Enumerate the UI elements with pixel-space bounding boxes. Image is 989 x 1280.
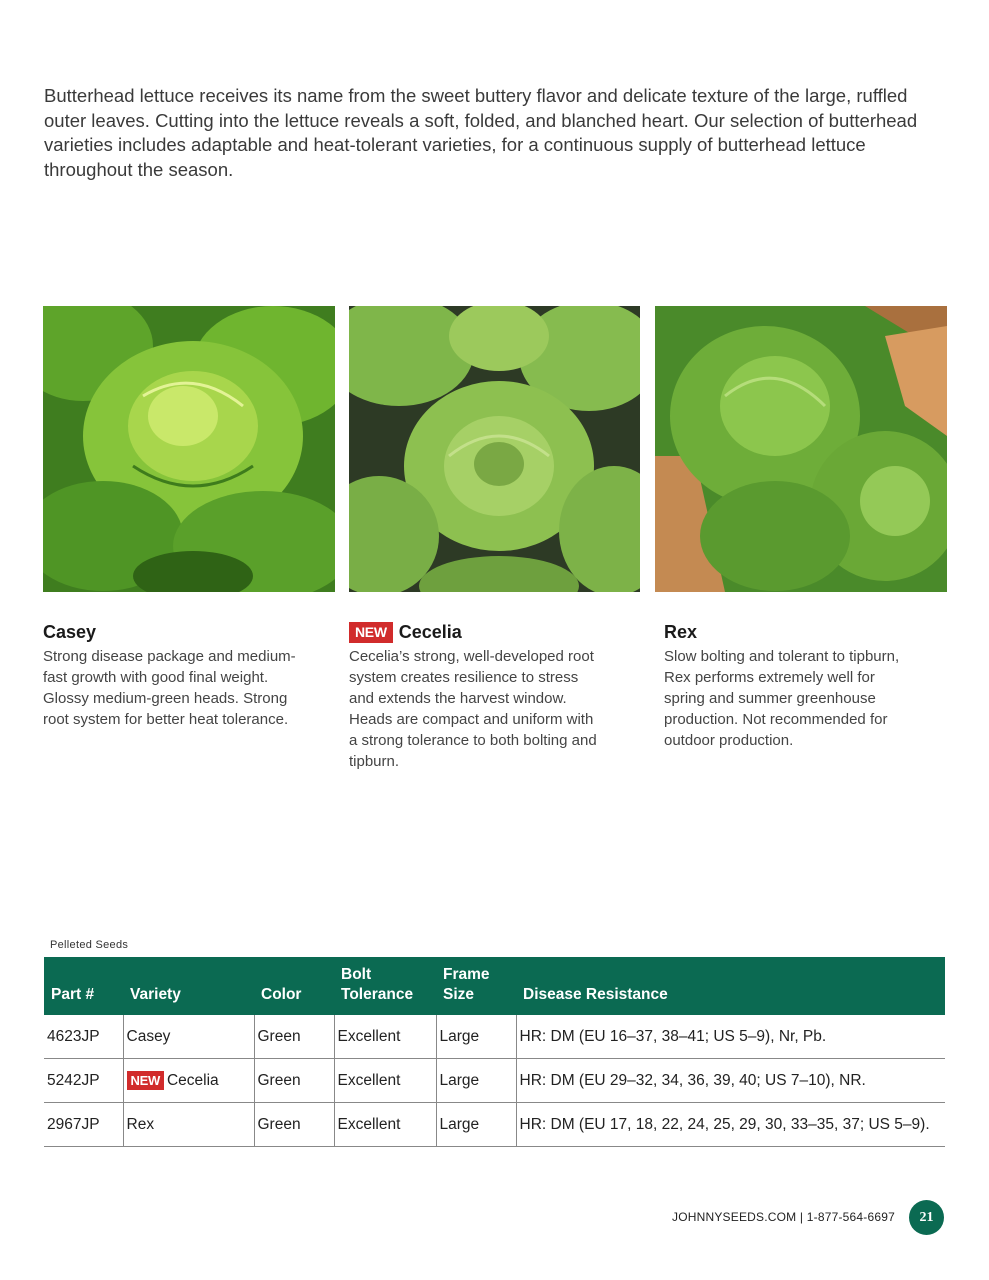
casey-photo: [43, 306, 335, 592]
pelleted-seeds-table: [44, 957, 945, 1147]
footer-site[interactable]: JOHNNYSEEDS.COM: [672, 1210, 797, 1224]
header-disease: Disease Resistance: [516, 957, 945, 1015]
cell-bolt: Excellent: [334, 1015, 436, 1059]
table-row: [44, 1103, 945, 1147]
header-part: Part #: [44, 957, 123, 1015]
cell-variety: [123, 1103, 254, 1147]
cell-variety: [123, 1059, 254, 1103]
table-row: [44, 1059, 945, 1103]
cell-color: Green: [254, 1059, 334, 1103]
cell-part: 4623JP: [44, 1015, 123, 1059]
variety-casey: [43, 621, 303, 730]
header-variety: Variety: [123, 957, 254, 1015]
variety-description: Cecelia’s strong, well-developed root system creates resilience to stress and extends the harvest window. Heads are compact and uniform with a strong tolerance to both bolting and tipburn.: [349, 648, 597, 770]
variety-rex: [664, 621, 904, 751]
footer-separator: |: [799, 1210, 804, 1224]
variety-text: Casey: [126, 1027, 171, 1045]
header-frame: Frame Size: [436, 957, 516, 1015]
cell-color: Green: [254, 1103, 334, 1147]
cell-variety: [123, 1015, 254, 1059]
variety-name: Cecelia: [398, 622, 462, 642]
variety-name: Rex: [664, 622, 698, 642]
header-color: Color: [254, 957, 334, 1015]
footer-phone: 1-877-564-6697: [806, 1210, 895, 1224]
cell-color: Green: [254, 1015, 334, 1059]
variety-text: Rex: [126, 1115, 155, 1133]
table-caption: Pelleted Seeds: [50, 939, 129, 951]
cell-disease: HR: DM (EU 29–32, 34, 36, 39, 40; US 7–10), NR.: [516, 1059, 945, 1103]
rex-photo: [655, 306, 947, 592]
cecelia-photo: [349, 306, 640, 592]
cell-part: 2967JP: [44, 1103, 123, 1147]
footer-contact: [672, 1210, 895, 1224]
cell-bolt: Excellent: [334, 1103, 436, 1147]
cell-frame: Large: [436, 1015, 516, 1059]
variety-description: Slow bolting and tolerant to tipburn, Rex performs extremely well for spring and summer greenhouse production. Not recommended for outdoor production.: [664, 648, 900, 749]
cell-frame: Large: [436, 1059, 516, 1103]
cell-disease: HR: DM (EU 16–37, 38–41; US 5–9), Nr, Pb.: [516, 1015, 945, 1059]
new-badge: NEW: [349, 622, 393, 643]
variety-description: Strong disease package and medium-fast growth with good final weight. Glossy medium-green heads. Strong root system for better heat tolerance.: [43, 648, 296, 728]
new-badge: NEW: [127, 1071, 164, 1090]
variety-cecelia: [349, 621, 599, 772]
cell-bolt: Excellent: [334, 1059, 436, 1103]
cell-disease: HR: DM (EU 17, 18, 22, 24, 25, 29, 30, 33–35, 37; US 5–9).: [516, 1103, 945, 1147]
cell-frame: Large: [436, 1103, 516, 1147]
header-bolt: Bolt Tolerance: [334, 957, 436, 1015]
page-number: 21: [909, 1200, 944, 1235]
table-header-row: [44, 957, 945, 1015]
table-row: [44, 1015, 945, 1059]
cell-part: 5242JP: [44, 1059, 123, 1103]
variety-name: Casey: [43, 622, 97, 642]
intro-paragraph: Butterhead lettuce receives its name from the sweet buttery flavor and delicate texture of the large, ruffled outer leaves. Cutting into the lettuce reveals a soft, folded, and blanched heart. Our selection of butterhead varieties includes adaptable and heat-tolerant varieties, for a continuous supply of butterhead lettuce throughout the season.: [44, 85, 918, 180]
variety-text: Cecelia: [166, 1072, 219, 1089]
